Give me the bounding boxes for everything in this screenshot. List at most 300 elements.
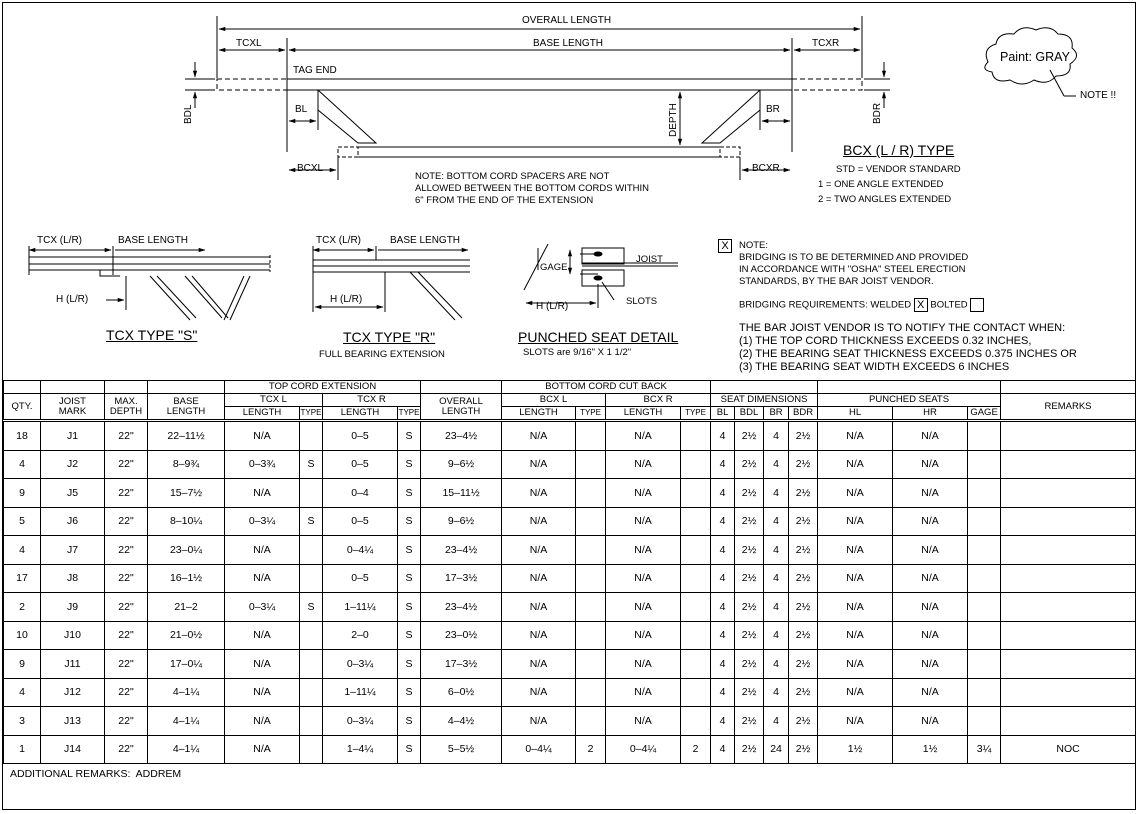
table-row [4,650,1136,679]
cell-tcxr-type: S [398,650,421,679]
cell-mark: J13 [41,707,105,736]
cell-tcxr-type: S [398,735,421,764]
cell-hl: N/A [818,621,893,650]
cell-overall: 15–11½ [421,479,502,508]
cell-tcxl-len: N/A [225,707,300,736]
cell-br: 24 [764,735,789,764]
cell-gage [968,450,1001,479]
cell-base: 15–7½ [148,479,225,508]
cell-bcxr-type [681,536,711,565]
cell-bl: 4 [711,536,735,565]
bcxl-label: BCXL [297,163,324,174]
cell-depth: 22" [105,678,148,707]
cell-bcxl-len: N/A [502,564,576,593]
cell-bcxr-type [681,678,711,707]
cell-bcxl-len: N/A [502,507,576,536]
cell-bcxl-len: 0–4¼ [502,735,576,764]
cell-tcxl-len: N/A [225,479,300,508]
header-max-depth-line-2: DEPTH [109,405,143,417]
cell-tcxr-type: S [398,593,421,622]
table-row [4,564,1136,593]
cell-bcxr-type [681,707,711,736]
cell-overall: 9–6½ [421,450,502,479]
cell-overall: 23–0½ [421,621,502,650]
cell-mark: J8 [41,564,105,593]
cell-bcxl-len: N/A [502,536,576,565]
header-joist-mark-line-2: MARK [58,405,87,417]
cell-tcxr-len: 0–5 [323,564,398,593]
cell-bdl: 2½ [735,678,764,707]
bcx-type-1: 1 = ONE ANGLE EXTENDED [818,179,944,190]
cell-bdr: 2½ [789,450,818,479]
table-row [4,421,1136,451]
header-max-depth-line-1: MAX. [114,395,138,407]
bridging-note-line-2: IN ACCORDANCE WITH "OSHA" STEEL ERECTION [739,264,966,275]
cell-tcxr-len: 2–0 [323,621,398,650]
cell-gage [968,421,1001,451]
header-gage: GAGE [968,407,1001,421]
cell-tcxl-len: N/A [225,564,300,593]
tcxr-label: TCXR [812,38,840,49]
cell-bl: 4 [711,621,735,650]
cell-tcxl-type [300,479,323,508]
cell-bcxr-type: 2 [681,735,711,764]
cell-bdl: 2½ [735,621,764,650]
cell-gage [968,536,1001,565]
cell-tcxl-type [300,621,323,650]
header-bcxl-type: TYPE [576,407,606,421]
cell-bcxl-len: N/A [502,421,576,451]
punched-h-label: H (L/R) [536,301,569,312]
cell-tcxr-len: 1–11¼ [323,593,398,622]
cell-tcxl-len: N/A [225,621,300,650]
cell-tcxl-type: S [300,507,323,536]
cell-tcxr-type: S [398,564,421,593]
cell-tcxl-type [300,564,323,593]
cell-qty: 9 [4,650,41,679]
cell-depth: 22" [105,507,148,536]
table-row [4,593,1136,622]
cell-base: 17–0¼ [148,650,225,679]
cell-bl: 4 [711,507,735,536]
cell-br: 4 [764,678,789,707]
cell-hl: N/A [818,450,893,479]
table-row [4,735,1136,764]
joist-rows [4,421,1136,764]
cell-bcxl-len: N/A [502,650,576,679]
cell-tcxl-len: 0–3¼ [225,507,300,536]
cell-base: 16–1½ [148,564,225,593]
cell-bdr: 2½ [789,650,818,679]
cell-bcxr-type [681,593,711,622]
cell-br: 4 [764,621,789,650]
cell-remarks [1001,621,1136,650]
cell-tcxr-type: S [398,621,421,650]
cell-bl: 4 [711,564,735,593]
cell-remarks [1001,507,1136,536]
cell-mark: J9 [41,593,105,622]
header-blank [148,381,225,394]
base-length-label: BASE LENGTH [533,38,604,49]
cell-tcxl-len: N/A [225,735,300,764]
cell-hr: N/A [893,678,968,707]
bridging-note-checkbox [718,238,732,254]
cell-bcxl-type [576,479,606,508]
cell-qty: 3 [4,707,41,736]
cell-hr: 1½ [893,735,968,764]
cell-bcxr-len: N/A [606,564,681,593]
type-s-title: TCX TYPE "S" [106,327,198,343]
cell-bcxr-type [681,450,711,479]
cell-qty: 2 [4,593,41,622]
cell-tcxl-len: 0–3¼ [225,593,300,622]
cell-qty: 1 [4,735,41,764]
header-blank [818,381,1001,394]
cell-hl: N/A [818,678,893,707]
cell-remarks [1001,707,1136,736]
cell-bcxl-len: N/A [502,593,576,622]
cell-br: 4 [764,650,789,679]
cell-tcxr-type: S [398,707,421,736]
bl-label: BL [295,104,308,115]
cell-depth: 22" [105,536,148,565]
header-blank [41,381,105,394]
table-row [4,507,1136,536]
cell-mark: J1 [41,421,105,451]
bdr-label: BDR [872,102,883,124]
cell-overall: 23–4½ [421,593,502,622]
cell-tcxr-type: S [398,421,421,451]
header-bcxr-length: LENGTH [606,407,681,421]
header-bdr: BDR [789,407,818,421]
type-r-title: TCX TYPE "R" [343,329,436,345]
cell-depth: 22" [105,450,148,479]
header-overall-length-line-1: OVERALL [439,395,483,407]
cell-mark: J14 [41,735,105,764]
cell-hl: N/A [818,564,893,593]
welded-checkbox: X [914,298,928,312]
header-bottom-cord-cut-back: BOTTOM CORD CUT BACK [502,381,711,394]
table-row [4,707,1136,736]
cell-depth: 22" [105,593,148,622]
header-base-length [148,394,225,421]
cell-hr: N/A [893,421,968,451]
table-row [4,621,1136,650]
br-label: BR [766,104,780,115]
type-s-tcx-label: TCX (L/R) [37,235,82,246]
cell-qty: 10 [4,621,41,650]
header-tcxl-length: LENGTH [225,407,300,421]
cell-remarks [1001,593,1136,622]
cell-base: 21–2 [148,593,225,622]
header-tcxr-length: LENGTH [323,407,398,421]
table-row [4,450,1136,479]
cell-qty: 9 [4,479,41,508]
type-r-base-label: BASE LENGTH [390,235,461,246]
cell-base: 22–11½ [148,421,225,451]
header-joist-mark [41,394,105,421]
cell-remarks [1001,536,1136,565]
cell-overall: 23–4½ [421,536,502,565]
cell-mark: J2 [41,450,105,479]
cell-hr: N/A [893,450,968,479]
cell-qty: 4 [4,678,41,707]
cell-bl: 4 [711,450,735,479]
header-hr: HR [893,407,968,421]
cell-overall: 23–4½ [421,421,502,451]
cell-bcxr-len: N/A [606,593,681,622]
header-tcx-r: TCX R [323,394,421,407]
cell-hl: N/A [818,707,893,736]
header-bdl: BDL [735,407,764,421]
cell-tcxr-len: 0–4¼ [323,536,398,565]
bridging-bolted-label: BOLTED [930,299,968,311]
header-blank [4,381,41,394]
cell-bcxr-len: 0–4¼ [606,735,681,764]
cell-hr: N/A [893,564,968,593]
bcx-type-title: BCX (L / R) TYPE [843,142,955,158]
header-bl: BL [711,407,735,421]
cell-bcxl-type [576,650,606,679]
cell-hr: N/A [893,621,968,650]
cell-depth: 22" [105,735,148,764]
bridging-note-line-1: BRIDGING IS TO BE DETERMINED AND PROVIDED [739,252,969,263]
cell-tcxl-type: S [300,593,323,622]
cell-bcxl-type [576,678,606,707]
cell-bcxl-len: N/A [502,678,576,707]
cell-hr: N/A [893,650,968,679]
cell-tcxl-len: N/A [225,650,300,679]
cell-hl: N/A [818,421,893,451]
cell-overall: 17–3½ [421,564,502,593]
cell-bcxl-type [576,450,606,479]
cell-tcxl-type [300,678,323,707]
cell-remarks [1001,450,1136,479]
cell-bdr: 2½ [789,707,818,736]
cell-tcxr-type: S [398,678,421,707]
cell-qty: 5 [4,507,41,536]
cell-depth: 22" [105,564,148,593]
header-bcxl-length: LENGTH [502,407,576,421]
cell-base: 8–9¾ [148,450,225,479]
cell-base: 21–0½ [148,621,225,650]
cell-gage [968,650,1001,679]
cell-gage [968,678,1001,707]
header-bcxr-type: TYPE [681,407,711,421]
cell-overall: 4–4½ [421,707,502,736]
cell-bl: 4 [711,479,735,508]
bdl-label: BDL [183,104,194,124]
cell-hr: N/A [893,593,968,622]
table-row [4,536,1136,565]
cell-qty: 17 [4,564,41,593]
additional-remarks [10,768,181,780]
cell-bcxl-type [576,564,606,593]
cell-tcxr-len: 0–5 [323,450,398,479]
bridging-requirements [739,298,984,312]
cell-bcxr-len: N/A [606,479,681,508]
cell-bcxr-type [681,621,711,650]
cell-base: 23–0¼ [148,536,225,565]
cell-bcxr-type [681,421,711,451]
condition-2: (2) THE BEARING SEAT THICKNESS EXCEEDS 0.375 INCHES OR [739,348,1077,360]
additional-remarks-label: ADDITIONAL REMARKS: [10,768,131,780]
cell-bl: 4 [711,650,735,679]
table-row [4,678,1136,707]
cell-tcxl-type [300,536,323,565]
header-joist-mark-line-1: JOIST [59,395,86,407]
cell-gage [968,621,1001,650]
cell-tcxr-len: 0–3¼ [323,707,398,736]
cell-bdl: 2½ [735,421,764,451]
bridging-note-line-3: STANDARDS, BY THE BAR JOIST VENDOR. [739,276,934,287]
spacer-note-line-3: 6" FROM THE END OF THE EXTENSION [415,195,594,206]
cell-hr: N/A [893,507,968,536]
cell-hl: N/A [818,650,893,679]
cell-bcxr-type [681,650,711,679]
cell-bl: 4 [711,735,735,764]
condition-3: (3) THE BEARING SEAT WIDTH EXCEEDS 6 INCHES [739,361,1010,373]
bridging-note-label: NOTE: [739,240,769,251]
header-remarks: REMARKS [1001,394,1136,421]
type-s-base-label: BASE LENGTH [118,235,189,246]
cell-bl: 4 [711,678,735,707]
gage-label: GAGE [540,262,568,273]
cell-br: 4 [764,479,789,508]
cell-remarks [1001,564,1136,593]
header-blank [421,381,502,394]
cell-br: 4 [764,564,789,593]
cell-bcxr-type [681,564,711,593]
cell-qty: 4 [4,536,41,565]
cell-tcxr-len: 0–4 [323,479,398,508]
cell-bcxl-len: N/A [502,450,576,479]
cell-tcxr-type: S [398,479,421,508]
cell-br: 4 [764,507,789,536]
paint-cloud-label: Paint: GRAY [1000,50,1070,64]
cell-tcxl-type [300,735,323,764]
cell-depth: 22" [105,621,148,650]
header-base-length-line-1: BASE [173,395,199,407]
cell-hr: N/A [893,479,968,508]
header-bcx-r: BCX R [606,394,711,407]
header-overall-length [421,394,502,421]
header-top-cord-extension: TOP CORD EXTENSION [225,381,421,394]
cell-bdr: 2½ [789,507,818,536]
cell-gage [968,593,1001,622]
cell-tcxl-len: N/A [225,421,300,451]
cell-bcxr-len: N/A [606,507,681,536]
condition-1: (1) THE TOP CORD THICKNESS EXCEEDS 0.32 INCHES, [739,335,1032,347]
cell-mark: J6 [41,507,105,536]
cell-hl: N/A [818,479,893,508]
header-tcxr-type: TYPE [398,407,421,421]
cell-bdl: 2½ [735,707,764,736]
cell-base: 4–1¼ [148,678,225,707]
cell-bdr: 2½ [789,479,818,508]
header-base-length-line-2: LENGTH [166,405,206,417]
additional-remarks-value: ADDREM [135,768,182,780]
cell-gage: 3¼ [968,735,1001,764]
header-blank [105,381,148,394]
cell-hl: N/A [818,507,893,536]
cell-gage [968,479,1001,508]
bridging-check-mark: X [718,239,732,253]
cell-bdr: 2½ [789,593,818,622]
type-s-h-label: H (L/R) [56,294,89,305]
cell-bcxr-len: N/A [606,678,681,707]
cell-bdr: 2½ [789,678,818,707]
cell-bcxl-len: N/A [502,707,576,736]
cell-bcxl-type [576,593,606,622]
tcxl-label: TCXL [236,38,262,49]
cell-bdl: 2½ [735,507,764,536]
header-seat-dimensions: SEAT DIMENSIONS [711,394,818,407]
cell-mark: J5 [41,479,105,508]
bolted-checkbox [970,298,984,312]
cell-hr: N/A [893,707,968,736]
cell-tcxr-type: S [398,536,421,565]
cell-bcxr-len: N/A [606,650,681,679]
cell-tcxr-type: S [398,450,421,479]
header-overall-length-line-2: LENGTH [441,405,481,417]
cell-base: 4–1¼ [148,735,225,764]
cell-tcxl-type [300,650,323,679]
cell-overall: 17–3½ [421,650,502,679]
cell-bcxl-type [576,421,606,451]
cell-remarks [1001,421,1136,451]
cell-bcxl-type [576,707,606,736]
cell-qty: 4 [4,450,41,479]
cell-gage [968,507,1001,536]
header-qty: QTY. [4,394,41,421]
overall-length-label: OVERALL LENGTH [522,15,612,26]
cell-bcxl-type [576,507,606,536]
cell-tcxr-type: S [398,507,421,536]
cell-bcxr-type [681,507,711,536]
type-r-subtitle: FULL BEARING EXTENSION [319,349,445,360]
note-flag: NOTE !! [1080,90,1117,101]
header-punched-seats: PUNCHED SEATS [818,394,1001,407]
cell-bl: 4 [711,421,735,451]
cell-remarks [1001,650,1136,679]
cell-br: 4 [764,421,789,451]
cell-tcxr-len: 0–5 [323,507,398,536]
header-blank [1001,381,1136,394]
cell-tcxl-len: 0–3¾ [225,450,300,479]
header-bcx-l: BCX L [502,394,606,407]
cell-mark: J7 [41,536,105,565]
spacer-note-line-1: NOTE: BOTTOM CORD SPACERS ARE NOT [415,171,610,182]
cell-bcxr-len: N/A [606,536,681,565]
bcx-type-std: STD = VENDOR STANDARD [836,164,961,175]
spacer-note-line-2: ALLOWED BETWEEN THE BOTTOM CORDS WITHIN [415,183,649,194]
header-hl: HL [818,407,893,421]
cell-bdr: 2½ [789,421,818,451]
cell-bdl: 2½ [735,479,764,508]
cell-overall: 5–5½ [421,735,502,764]
cell-br: 4 [764,593,789,622]
cell-bcxr-len: N/A [606,707,681,736]
type-r-tcx-label: TCX (L/R) [316,235,361,246]
vendor-notify-line: THE BAR JOIST VENDOR IS TO NOTIFY THE CONTACT WHEN: [739,322,1066,334]
cell-tcxl-type: S [300,450,323,479]
cell-tcxl-type [300,707,323,736]
cell-bcxl-type: 2 [576,735,606,764]
header-tcxl-type: TYPE [300,407,323,421]
punched-seat-subtitle: SLOTS are 9/16" X 1 1/2" [523,347,632,358]
cell-bdr: 2½ [789,536,818,565]
